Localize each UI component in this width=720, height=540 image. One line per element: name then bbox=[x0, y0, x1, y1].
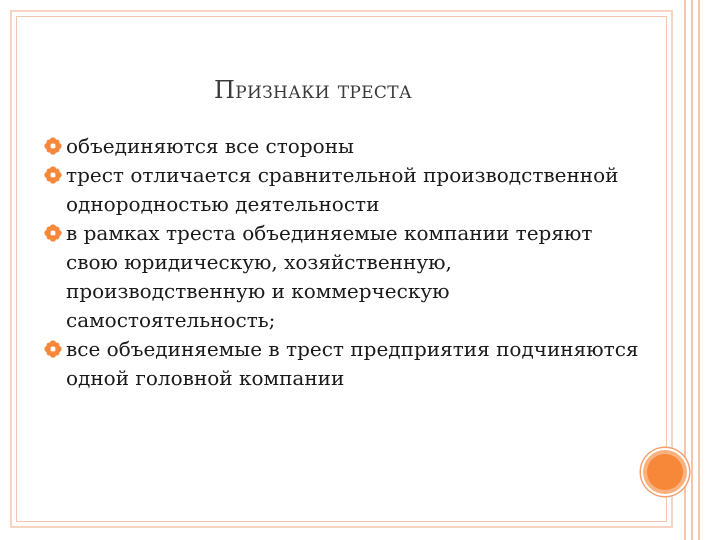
bullet-text: все объединяемые в трест предприятия подчиняются одной головной компании bbox=[66, 337, 639, 390]
side-rule-2 bbox=[691, 0, 693, 540]
bullet-list bbox=[44, 132, 644, 393]
list-item bbox=[44, 219, 644, 335]
flower-icon bbox=[44, 224, 62, 242]
flower-icon bbox=[44, 166, 62, 184]
bullet-text: в рамках треста объединяемые компании теряют свою юридическую, хозяйственную, производственную и коммерческую самостоятельность; bbox=[66, 221, 593, 332]
list-item bbox=[44, 132, 644, 161]
list-item bbox=[44, 335, 644, 393]
decorative-circle bbox=[641, 448, 689, 496]
slide-title: Признаки треста bbox=[214, 76, 413, 104]
flower-icon bbox=[44, 137, 62, 155]
bullet-text: трест отличается сравнительной производственной однородностью деятельности bbox=[66, 163, 619, 216]
side-rule-3 bbox=[698, 0, 700, 540]
flower-icon bbox=[44, 340, 62, 358]
list-item bbox=[44, 161, 644, 219]
bullet-text: объединяются все стороны bbox=[66, 134, 354, 158]
